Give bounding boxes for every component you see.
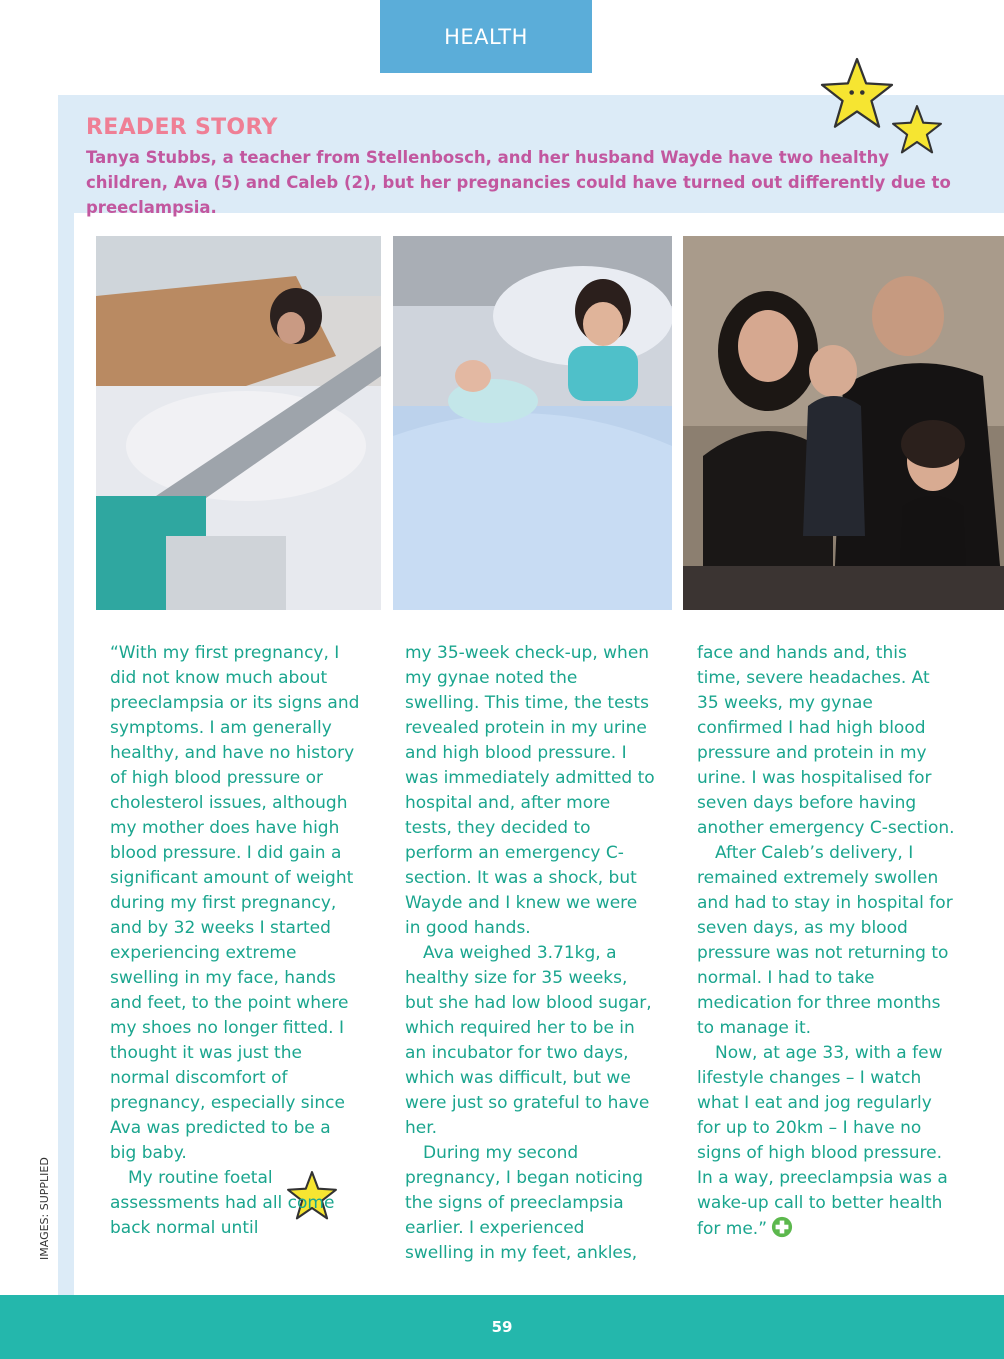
- section-tab: [380, 0, 592, 73]
- article-column-3: [697, 641, 955, 1242]
- paragraph: After Caleb’s delivery, I remained extremely swollen and had to stay in hospital for seven days, as my blood pressure was not returning to normal. I had to take medication for three months to manage it.: [697, 843, 953, 1038]
- story-label: READER STORY: [86, 115, 278, 140]
- article-column-1: [110, 641, 362, 1241]
- footer-bar: [0, 1295, 1004, 1359]
- article-column-2: [405, 641, 657, 1266]
- paragraph-text: Now, at age 33, with a few lifestyle changes – I watch what I eat and jog regularly for up to 20km – I have no signs of high blood pressure. In a way, preeclampsia was a wake-up call to better health for me.”: [697, 1043, 948, 1239]
- paragraph: During my second pregnancy, I began noticing the signs of preeclampsia earlier. I experienced swelling in my feet, ankles,: [405, 1143, 644, 1263]
- star-icon: [890, 104, 944, 156]
- plus-icon: [771, 1216, 793, 1238]
- image-credit: IMAGES: SUPPLIED: [38, 1157, 51, 1260]
- photo-hospital-bed: [96, 236, 381, 610]
- star-icon: [818, 56, 896, 132]
- paragraph: [697, 1041, 955, 1242]
- paragraph: face and hands and, this time, severe headaches. At 35 weeks, my gynae confirmed I had high blood pressure and protein in my urine. I was hospitalised for seven days before having another emergency C-section.: [697, 643, 955, 838]
- story-intro: Tanya Stubbs, a teacher from Stellenbosch, and her husband Wayde have two healthy children, Ava (5) and Caleb (2), but her pregnancies could have turned out differently due to preeclampsia.: [86, 148, 951, 217]
- photo-family-portrait: [683, 236, 1004, 610]
- section-title: HEALTH: [444, 24, 528, 49]
- page-number: 59: [491, 1318, 513, 1336]
- paragraph: my 35-week check-up, when my gynae noted the swelling. This time, the tests revealed protein in my urine and high blood pressure. I was immediately admitted to hospital and, after more tests, they decided to perform an emergency C-section. It was a shock, but Wayde and I knew we were in good hands.: [405, 643, 655, 938]
- paragraph: Ava weighed 3.71kg, a healthy size for 35 weeks, but she had low blood sugar, which required her to be in an incubator for two days, which was difficult, but we were just so grateful to have her.: [405, 943, 652, 1138]
- paragraph: My routine foetal assessments had all come back normal until: [110, 1168, 335, 1238]
- photo-siblings-bed: [393, 236, 672, 610]
- paragraph: “With my first pregnancy, I did not know much about preeclampsia or its signs and symptoms. I am generally healthy, and have no history of high blood pressure or cholesterol issues, although my mother does have high blood pressure. I did gain a significant amount of weight during my first pregnancy, and by 32 weeks I started experiencing extreme swelling in my face, hands and feet, to the point where my shoes no longer fitted. I thought it was just the normal discomfort of pregnancy, especially since Ava was predicted to be a big baby.: [110, 643, 360, 1163]
